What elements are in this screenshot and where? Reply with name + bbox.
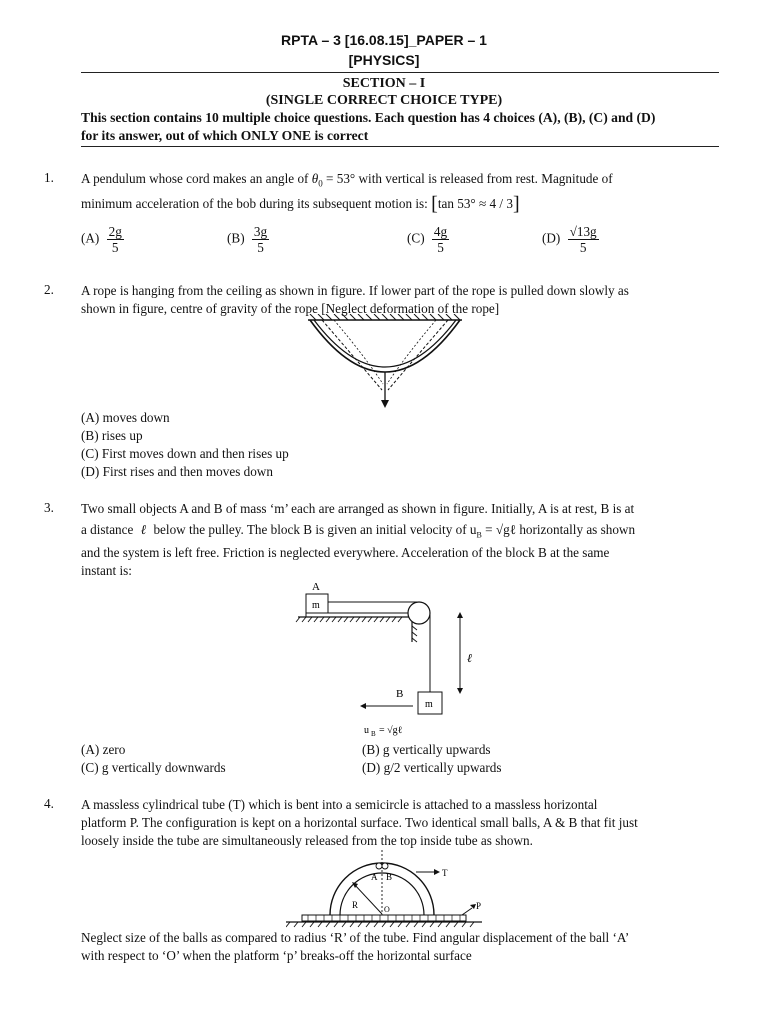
label-p: P — [476, 901, 482, 911]
question-number: 4. — [44, 796, 54, 811]
fraction-denominator: 5 — [437, 240, 444, 255]
question-text: below the pulley. The block B is given an initial velocity of — [153, 522, 467, 537]
rope-dashed-left-2 — [334, 320, 383, 384]
option-d[interactable]: (D) First rises and then moves down — [81, 464, 273, 479]
fraction-numerator: 2g — [108, 224, 122, 239]
option-a[interactable]: (A) zero — [81, 742, 126, 757]
question-number: 2. — [44, 282, 54, 297]
section-name: SECTION – I — [342, 76, 426, 91]
label-r: R — [352, 900, 359, 910]
question-text: A pendulum whose cord makes an angle of — [81, 171, 309, 186]
option-d[interactable]: (D) g/2 vertically upwards — [362, 760, 502, 775]
question-text: minimum acceleration of the bob during its subsequent motion is: — [81, 196, 428, 211]
fraction — [568, 224, 599, 255]
label-b: B — [386, 872, 393, 882]
label-u: u — [364, 725, 369, 736]
option-c[interactable]: (C) g vertically downwards — [81, 760, 226, 775]
question-text: Two small objects A and B of mass ‘m’ each are arranged as shown in figure. Initially, A is at rest, B is at — [81, 501, 635, 516]
section-instructions-1: This section contains 10 multiple choice questions. Each question has 4 choices (A), (B), (C) and (D) — [81, 110, 656, 125]
label-m-b: m — [425, 699, 433, 710]
label-t: T — [442, 868, 448, 878]
question-text: A rope is hanging from the ceiling as shown in figure. If lower part of the rope is pulled down slowly as — [81, 283, 629, 298]
distance-arrow-top — [457, 612, 463, 618]
velocity-expression: = √gℓ — [485, 522, 517, 537]
question-text: = 53° with vertical is released from rest. Magnitude of — [322, 171, 613, 186]
pull-arrow-head — [381, 400, 389, 408]
radius-line — [354, 884, 382, 914]
rope-figure — [300, 314, 470, 410]
theta-subscript: 0 — [318, 178, 323, 189]
question-text: with respect to ‘O’ when the platform ‘p’ breaks-off the horizontal surface — [81, 948, 472, 963]
option-label: (C) — [407, 230, 425, 246]
rope-outer-curve — [310, 320, 460, 372]
label-o: O — [384, 905, 390, 914]
label-u-sub: B — [371, 730, 376, 738]
question-text: and the system is left free. Friction is neglected everywhere. Acceleration of the block B at the same — [81, 545, 610, 560]
section-instructions-2: for its answer, out of which ONLY ONE is correct — [81, 128, 369, 143]
platform-pointer — [462, 908, 472, 915]
ball-b — [382, 863, 388, 869]
option-a[interactable]: (A) moves down — [81, 410, 170, 425]
question-text: instant is: — [81, 563, 132, 578]
ground-hatch — [286, 922, 474, 927]
label-u-eq: = √gℓ — [379, 725, 403, 736]
rope-inner-curve — [314, 320, 456, 367]
label-a: A — [371, 872, 378, 882]
fraction-denominator: 5 — [111, 240, 119, 255]
question-text: platform P. The configuration is kept on a horizontal surface. Two identical small balls, A & B that fit just — [81, 815, 638, 830]
velocity-arrow-head — [360, 703, 366, 709]
rope-dashed-left — [322, 320, 382, 390]
pulley — [408, 602, 430, 624]
velocity-subscript: B — [476, 530, 482, 540]
label-a: A — [312, 581, 320, 593]
fraction-numerator: √13g — [569, 224, 597, 239]
fraction — [432, 224, 449, 255]
platform-p — [302, 915, 466, 921]
ceiling-hatch — [310, 314, 460, 320]
question-text: horizontally as shown — [519, 522, 636, 537]
bracket-open-glyph: [ — [431, 193, 438, 215]
question-text-line — [81, 521, 721, 545]
section-type: (SINGLE CORRECT CHOICE TYPE) — [265, 93, 503, 108]
theta-symbol: θ — [311, 171, 319, 186]
fraction — [107, 224, 124, 255]
option-d[interactable] — [542, 224, 599, 255]
option-label: (A) — [81, 230, 100, 246]
velocity-symbol: u — [469, 522, 477, 537]
question-text: loosely inside the tube are simultaneously released from the top inside tube as shown. — [81, 833, 533, 848]
question-text: Neglect size of the balls as compared to radius ‘R’ of the tube. Find angular displacement of the ball ‘A’ — [81, 930, 630, 945]
semicircle-tube-figure — [286, 846, 496, 928]
question-number: 1. — [44, 170, 54, 185]
rope-dashed-right — [388, 320, 448, 390]
label-b: B — [396, 688, 404, 700]
option-a[interactable] — [81, 224, 124, 255]
question-text: shown in figure, centre of gravity of the rope [Neglect deformation of the rope] — [81, 301, 500, 316]
fraction-denominator: 5 — [257, 240, 264, 255]
paper-title: RPTA – 3 [16.08.15]_PAPER – 1 — [281, 32, 487, 48]
option-b[interactable] — [227, 224, 269, 255]
header-divider — [81, 72, 719, 73]
option-c[interactable]: (C) First moves down and then rises up — [81, 446, 289, 461]
option-b[interactable]: (B) rises up — [81, 428, 143, 443]
option-label: (B) — [227, 230, 245, 246]
tube-pointer-head — [434, 869, 440, 875]
question-text-line — [81, 170, 721, 193]
fraction-numerator: 4g — [433, 224, 448, 239]
question-text-line — [81, 195, 721, 213]
label-m-a: m — [312, 600, 320, 611]
hint-text: tan 53° ≈ 4 / 3 — [437, 196, 513, 211]
option-c[interactable] — [407, 224, 449, 255]
table-hatch — [296, 617, 402, 622]
question-text: a distance — [81, 522, 134, 537]
pulley-figure — [294, 578, 504, 740]
option-label: (D) — [542, 230, 561, 246]
option-b[interactable]: (B) g vertically upwards — [362, 742, 491, 757]
ball-a — [376, 863, 382, 869]
subject-title: [PHYSICS] — [348, 52, 420, 68]
fraction — [252, 224, 269, 255]
label-ell: ℓ — [467, 651, 472, 665]
distance-arrow-bottom — [457, 688, 463, 694]
section-divider — [81, 146, 719, 147]
fraction-denominator: 5 — [579, 240, 587, 255]
question-number: 3. — [44, 500, 54, 515]
question-text: A massless cylindrical tube (T) which is bent into a semicircle is attached to a massless horizontal — [81, 797, 598, 812]
ell-symbol: ℓ — [140, 522, 147, 537]
fraction-numerator: 3g — [253, 224, 268, 239]
rope-dashed-right-2 — [387, 320, 436, 384]
bracket-close-glyph: ] — [512, 193, 520, 215]
